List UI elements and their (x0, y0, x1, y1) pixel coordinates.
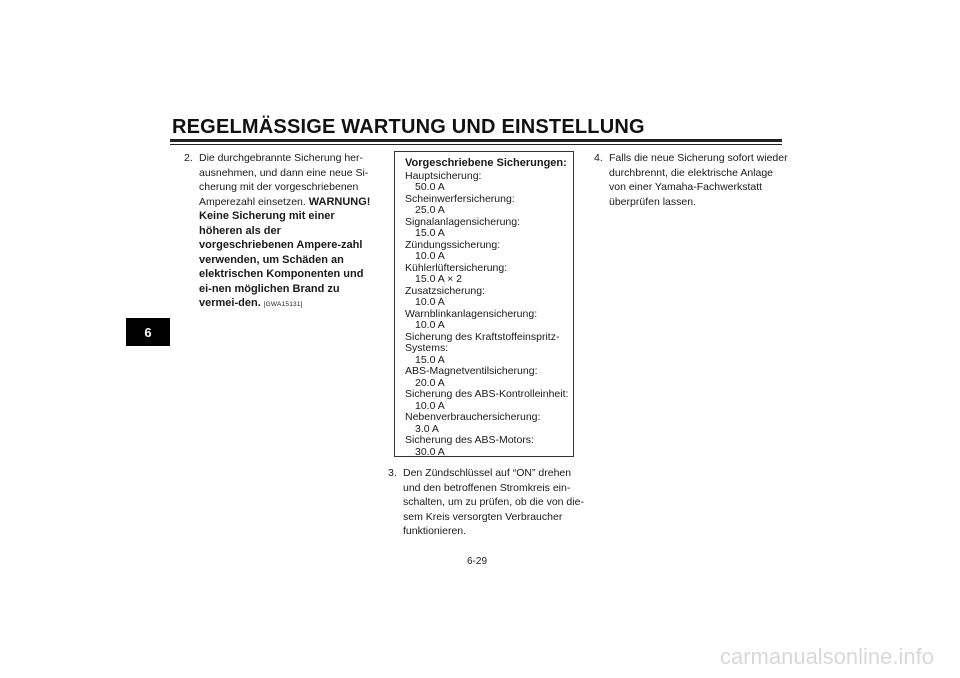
spec-label: Sicherung des ABS-Motors: (405, 434, 534, 446)
spec-label: Zündungssicherung: (405, 238, 501, 251)
watermark: carmanualsonline.info (719, 644, 934, 669)
spec-label: Sicherung des Kraftstoffeinspritz-Systems: (405, 330, 560, 354)
middle-column (388, 466, 588, 539)
spec-label: Kühlerlüftersicherung: (405, 261, 508, 274)
page-number: 6-29 (467, 556, 488, 567)
spec-heading: Vorgeschriebene Sicherungen: (405, 157, 567, 169)
spec-value: 15.0 A (415, 227, 445, 239)
step-3 (388, 466, 588, 539)
step-number: 2. (184, 152, 193, 164)
spec-value: 15.0 A (415, 353, 445, 366)
spec-label: Sicherung des ABS-Kontrolleinheit: (405, 388, 569, 400)
warning-text: WARNUNG! Keine Sicherung mit einer höheren als der vorgeschriebenen Ampere-zahl verwenden, um Schäden an elektrischen Komponenten und ei-nen möglichen Brand zu vermei-den. (199, 195, 371, 309)
chapter-tab: 6 (126, 318, 170, 346)
spec-list (405, 171, 573, 459)
step-text: Den Zündschlüssel auf “ON” drehen und den betroffenen Stromkreis ein-schalten, um zu prüfen, ob die von die-sem Kreis versorgten Verbraucher funktionieren. (403, 467, 584, 537)
spec-label: Nebenverbrauchersicherung: (405, 411, 541, 423)
spec-value: 15.0 A × 2 (415, 273, 463, 285)
spec-value: 10.0 A (415, 296, 445, 308)
left-column (184, 151, 374, 313)
step-4 (594, 151, 790, 209)
spec-value: 10.0 A (415, 250, 445, 262)
spec-label: Hauptsicherung: (405, 169, 482, 182)
page-title: REGELMÄSSIGE WARTUNG UND EINSTELLUNG (172, 116, 645, 138)
spec-value: 25.0 A (415, 204, 445, 216)
step-number: 4. (594, 152, 603, 164)
warning-code: [GWA15131] (263, 301, 303, 308)
spec-label: ABS-Magnetventilsicherung: (405, 365, 538, 377)
step-number: 3. (388, 467, 397, 479)
spec-value: 30.0 A (415, 445, 445, 458)
right-column (594, 151, 790, 209)
spec-label: Signalanlagensicherung: (405, 215, 521, 228)
spec-label: Scheinwerfersicherung: (405, 192, 515, 205)
spec-label: Zusatzsicherung: (405, 284, 485, 297)
title-rule (170, 139, 782, 142)
spec-value: 10.0 A (415, 399, 445, 412)
step-text: Falls die neue Sicherung sofort wieder durchbrennt, die elektrische Anlage von einer Yamaha-Fachwerkstatt überprüfen lassen. (609, 152, 788, 208)
spec-value: 50.0 A (415, 181, 445, 193)
step-2 (184, 151, 374, 313)
spec-value: 10.0 A (415, 319, 445, 331)
spec-value: 20.0 A (415, 376, 445, 389)
spec-value: 3.0 A (415, 422, 439, 435)
fuse-spec-box (394, 151, 574, 457)
step-text: Die durchgebrannte Sicherung her-ausnehmen, und dann eine neue Si-cherung mit der vorgeschriebenen Amperezahl einsetzen. (199, 152, 369, 208)
title-rule-thin (170, 144, 782, 145)
spec-label: Warnblinkanlagensicherung: (405, 307, 538, 320)
